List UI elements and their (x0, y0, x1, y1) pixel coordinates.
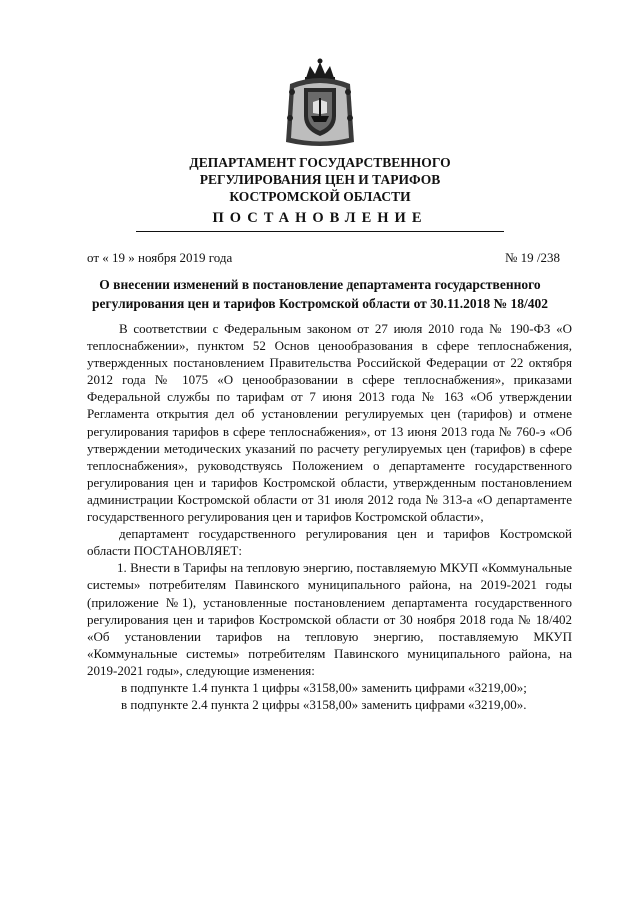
document-subject: О внесении изменений в постановление департамента государственного регулирования цен и тарифов Костромской области от 30.11.2018 № 18/402 (92, 277, 548, 311)
body-paragraph-resolves: департамент государственного регулирования цен и тарифов Костромской области ПОСТАНОВЛЯЕТ: (87, 526, 572, 559)
department-name-line2: РЕГУЛИРОВАНИЯ ЦЕН И ТАРИФОВ (199, 172, 441, 187)
body-paragraph-preamble: В соответствии с Федеральным законом от 27 июля 2010 года № 190-ФЗ «О теплоснабжении», пунктом 52 Основ ценообразования в сфере теплоснабжения, утвержденных постановлением Правительства Российской Федерации от 22 октября 2012 года № 1075 «О ценообразовании в сфере теплоснабжения», приказами Федеральной службы по тарифам от 7 июня 2013 года № 163 «Об утверждении Регламента открытия дел об установлении регулируемых цен (тарифов) и отмене регулирования тарифов в сфере теплоснабжения», от 13 июня 2013 года № 760-э «Об утверждении методических указаний по расчету регулируемых цен (тарифов) в сфере теплоснабжения», руководствуясь Положением о департаменте государственного регулирования цен и тарифов Костромской области, утвержденным постановлением администрации Костромской области от 31 июля 2012 года № 313-а «О департаменте государственного регулирования цен и тарифов Костромской области», (87, 321, 572, 525)
department-name-line1: ДЕПАРТАМЕНТ ГОСУДАРСТВЕННОГО (189, 155, 451, 170)
document-date: от « 19 » ноября 2019 года (87, 250, 233, 265)
document-body (87, 320, 572, 713)
coat-of-arms-kostroma-icon (282, 58, 358, 150)
department-name-line3: КОСТРОМСКОЙ ОБЛАСТИ (229, 189, 411, 204)
document-type-title: ПОСТАНОВЛЕНИЕ (212, 210, 428, 226)
body-paragraph-item-1: 1. Внести в Тарифы на тепловую энергию, поставляемую МКУП «Коммунальные системы» потребителям Павинского муниципального района, на 2019-2021 годы (приложение №1), установленные постановлением департамента государственного регулирования цен и тарифов Костромской области от 30 ноября 2018 года № 18/402 «Об установлении тарифов на тепловую энергию, поставляемую МКУП «Коммунальные системы» потребителям Павинского муниципального района, на 2019-2021 годы», следующие изменения: (87, 560, 572, 678)
body-paragraph-subitem-1-4: в подпункте 1.4 пункта 1 цифры «3158,00» заменить цифрами «3219,00»; (121, 679, 527, 695)
header-divider (136, 231, 504, 232)
body-paragraph-subitem-2-4: в подпункте 2.4 пункта 2 цифры «3158,00» заменить цифрами «3219,00». (121, 697, 527, 713)
document-number: № 19 /238 (504, 250, 560, 265)
